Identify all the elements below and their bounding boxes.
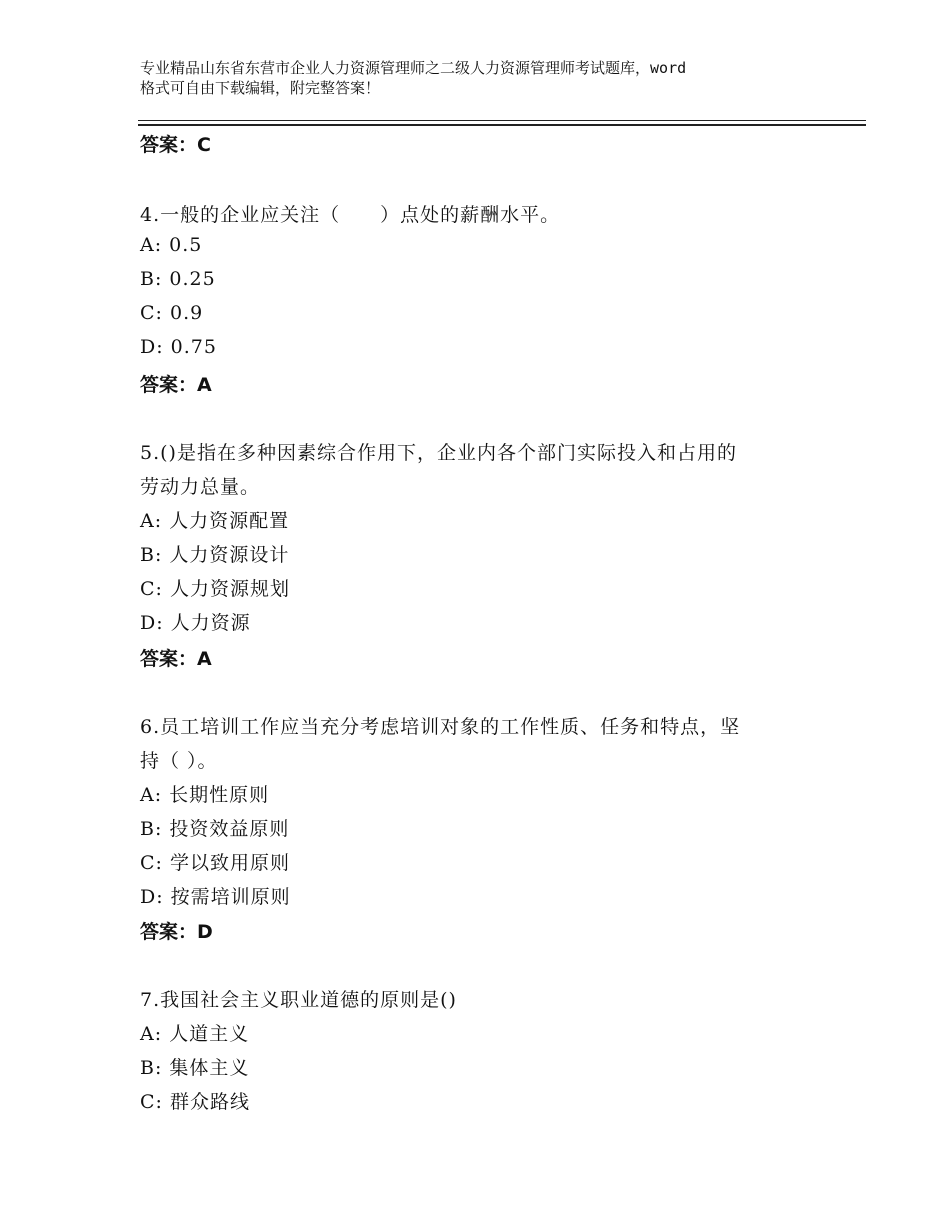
question-6-option-a: A: 长期性原则 <box>140 784 270 806</box>
question-6-answer: 答案：D <box>140 921 213 943</box>
previous-answer: 答案：C <box>140 134 211 156</box>
question-5-option-d: D: 人力资源 <box>140 612 251 634</box>
document-header <box>140 58 840 98</box>
question-6-stem-line-1: 6.员工培训工作应当充分考虑培训对象的工作性质、任务和特点，坚 <box>140 716 741 738</box>
question-5-stem-line-1: 5.()是指在多种因素综合作用下，企业内各个部门实际投入和占用的 <box>140 442 737 464</box>
question-5-option-c: C: 人力资源规划 <box>140 578 290 600</box>
question-4-option-a: A: 0.5 <box>140 234 203 256</box>
question-6-stem-line-2: 持（ ）。 <box>140 750 218 772</box>
question-6-option-b: B: 投资效益原则 <box>140 818 290 840</box>
question-4-option-c: C: 0.9 <box>140 302 204 324</box>
header-divider-thick <box>138 124 866 126</box>
question-6-option-c: C: 学以致用原则 <box>140 852 290 874</box>
question-4-answer: 答案：A <box>140 374 212 396</box>
question-7-option-c: C: 群众路线 <box>140 1091 250 1113</box>
question-5-answer: 答案：A <box>140 648 212 670</box>
question-4-option-b: B: 0.25 <box>140 268 216 290</box>
question-7-option-a: A: 人道主义 <box>140 1023 250 1045</box>
question-4-stem: 4.一般的企业应关注（ ）点处的薪酬水平。 <box>140 204 561 226</box>
question-6-option-d: D: 按需培训原则 <box>140 886 291 908</box>
question-7-stem: 7.我国社会主义职业道德的原则是() <box>140 989 457 1011</box>
header-divider <box>138 120 866 121</box>
question-4-option-d: D: 0.75 <box>140 336 217 358</box>
header-line-2: 格式可自由下载编辑，附完整答案！ <box>140 79 381 97</box>
header-line-1: 专业精品山东省东营市企业人力资源管理师之二级人力资源管理师考试题库，word <box>140 59 687 77</box>
question-5-stem-line-2: 劳动力总量。 <box>140 476 261 498</box>
question-5-option-b: B: 人力资源设计 <box>140 544 290 566</box>
question-7-option-b: B: 集体主义 <box>140 1057 250 1079</box>
question-5-option-a: A: 人力资源配置 <box>140 510 290 532</box>
